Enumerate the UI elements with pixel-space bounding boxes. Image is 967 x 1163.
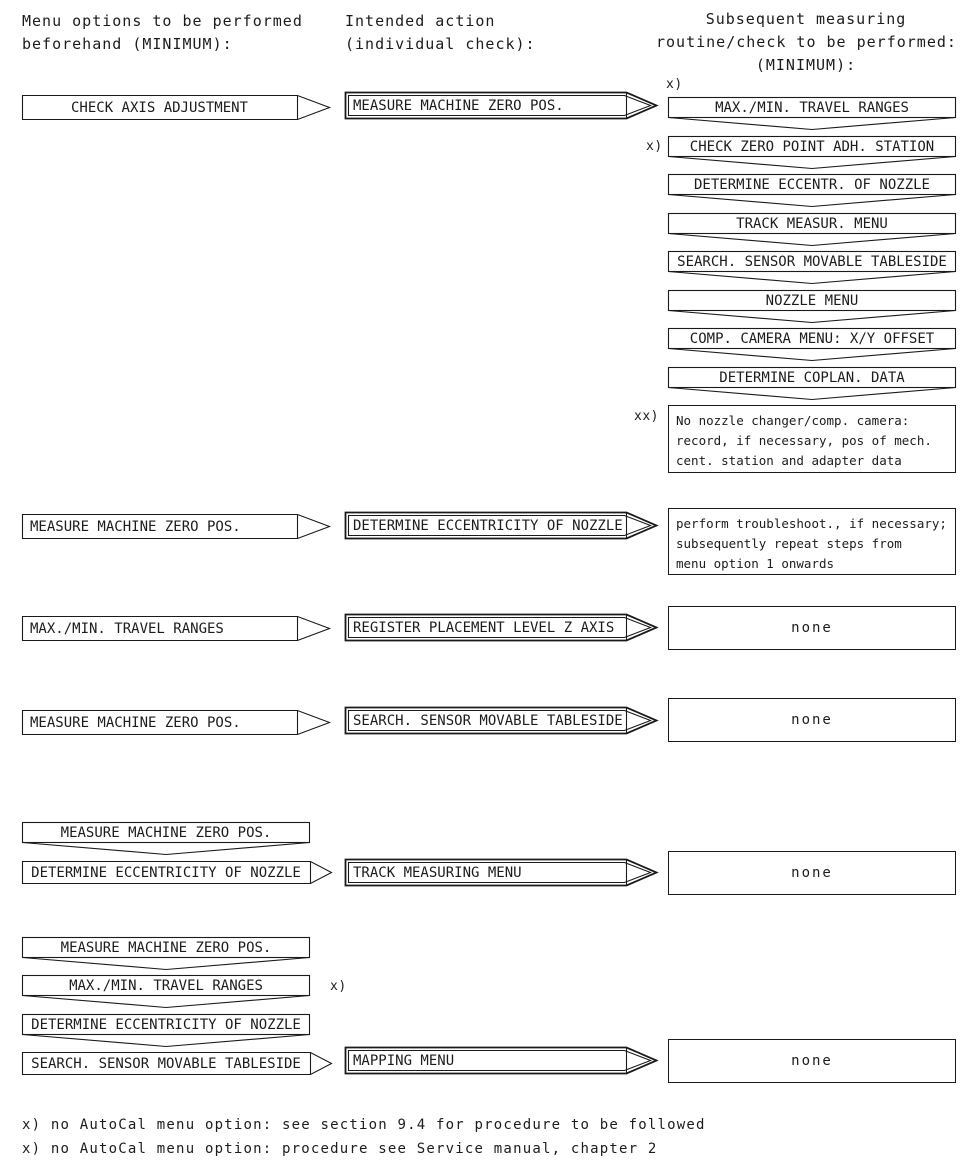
node-search-sensor-movable-tableside-stack	[22, 1052, 332, 1075]
note-line: menu option 1 onwards	[676, 556, 835, 571]
node-label: MEASURE MACHINE ZERO POS.	[353, 97, 564, 114]
result-none-box	[668, 1039, 956, 1083]
node-label: SEARCH. SENSOR MOVABLE TABLESIDE	[31, 1055, 301, 1072]
node-comp-camera-menu-xy-offset	[668, 328, 956, 362]
node-search-sensor-movable-tableside	[668, 251, 956, 285]
node-label: TRACK MEASUR. MENU	[736, 215, 888, 232]
node-label: DETERMINE COPLAN. DATA	[719, 369, 905, 386]
node-max-min-travel-ranges-stack	[22, 975, 310, 1009]
node-label: REGISTER PLACEMENT LEVEL Z AXIS	[353, 619, 615, 636]
node-label: MAX./MIN. TRAVEL RANGES	[715, 99, 909, 116]
header-line: Subsequent measuring	[705, 10, 907, 28]
header-line: beforehand (MINIMUM):	[22, 35, 233, 53]
result-none-label: none	[791, 620, 833, 636]
node-measure-machine-zero-pos-stack	[22, 937, 310, 971]
node-label: NOZZLE MENU	[765, 292, 859, 309]
node-measure-machine-zero-pos-stack	[22, 822, 310, 856]
node-track-measur-menu	[668, 213, 956, 247]
node-measure-machine-zero-pos-action	[345, 92, 657, 119]
node-mapping-menu	[345, 1047, 657, 1074]
header-line: (MINIMUM):	[755, 56, 857, 74]
result-none-label: none	[791, 1053, 833, 1069]
node-label: MEASURE MACHINE ZERO POS.	[30, 518, 241, 535]
header-line: Menu options to be performed	[22, 12, 303, 30]
node-label: DETERMINE ECCENTRICITY OF NOZZLE	[31, 1016, 301, 1033]
node-determine-coplan-data	[668, 367, 956, 401]
node-track-measuring-menu	[345, 859, 657, 886]
column-header-action	[345, 10, 536, 56]
footnote-line-2: x) no AutoCal menu option: procedure see Service manual, chapter 2	[22, 1141, 658, 1157]
result-none-box	[668, 851, 956, 895]
node-max-min-travel-ranges	[668, 97, 956, 131]
node-label: DETERMINE ECCENTRICITY OF NOZZLE	[353, 517, 623, 534]
result-none-label: none	[791, 712, 833, 728]
header-line: (individual check):	[345, 35, 536, 53]
node-determine-eccentr-of-nozzle	[668, 174, 956, 208]
note-line: subsequently repeat steps from	[676, 536, 902, 551]
node-label: CHECK ZERO POINT ADH. STATION	[689, 138, 935, 155]
note-line: No nozzle changer/comp. camera:	[676, 413, 910, 428]
node-label: DETERMINE ECCENTRICITY OF NOZZLE	[31, 864, 301, 881]
footnote-line-1: x) no AutoCal menu option: see section 9.4 for procedure to be followed	[22, 1117, 706, 1133]
node-label: MEASURE MACHINE ZERO POS.	[60, 824, 272, 841]
node-label: MAX./MIN. TRAVEL RANGES	[69, 977, 263, 994]
footnote-marker-x: x)	[330, 979, 347, 994]
node-determine-eccentricity-of-nozzle-action	[345, 512, 657, 539]
node-label: CHECK AXIS ADJUSTMENT	[70, 99, 248, 116]
column-header-beforehand	[22, 10, 303, 56]
column-header-subsequent	[656, 8, 956, 77]
node-label: SEARCH. SENSOR MOVABLE TABLESIDE	[677, 253, 947, 270]
note-line: perform troubleshoot., if necessary;	[676, 516, 947, 531]
node-check-axis-adjustment	[22, 95, 330, 120]
node-label: MEASURE MACHINE ZERO POS.	[30, 714, 241, 731]
node-max-min-travel-ranges-beforehand	[22, 616, 330, 641]
footnote-marker-x: x)	[646, 139, 663, 154]
result-none-box	[668, 606, 956, 650]
node-check-zero-point-adh-station	[668, 136, 956, 170]
node-label: SEARCH. SENSOR MOVABLE TABLESIDE	[353, 712, 623, 729]
node-register-placement-level-z-axis	[345, 614, 657, 641]
footnote-marker-xx: xx)	[634, 409, 659, 424]
node-label: TRACK MEASURING MENU	[353, 864, 522, 881]
footnote-marker-x: x)	[666, 77, 683, 92]
note-perform-troubleshoot	[668, 508, 956, 575]
node-nozzle-menu	[668, 290, 956, 324]
node-label: DETERMINE ECCENTR. OF NOZZLE	[693, 176, 930, 193]
node-label: MEASURE MACHINE ZERO POS.	[60, 939, 272, 956]
note-no-nozzle-changer	[668, 405, 956, 473]
header-line: routine/check to be performed:	[656, 33, 957, 51]
note-line: record, if necessary, pos of mech.	[676, 433, 932, 448]
node-label: MAX./MIN. TRAVEL RANGES	[30, 620, 224, 637]
node-label: MAPPING MENU	[353, 1052, 455, 1069]
node-determine-eccentricity-of-nozzle-stack	[22, 1014, 310, 1048]
node-measure-machine-zero-pos	[22, 710, 330, 735]
result-none-box	[668, 698, 956, 742]
node-label: COMP. CAMERA MENU: X/Y OFFSET	[689, 330, 935, 347]
node-measure-machine-zero-pos	[22, 514, 330, 539]
node-determine-eccentricity-of-nozzle-stack	[22, 861, 332, 884]
node-search-sensor-movable-tableside-action	[345, 707, 657, 734]
result-none-label: none	[791, 865, 833, 881]
header-line: Intended action	[345, 12, 496, 30]
note-line: cent. station and adapter data	[676, 453, 902, 468]
